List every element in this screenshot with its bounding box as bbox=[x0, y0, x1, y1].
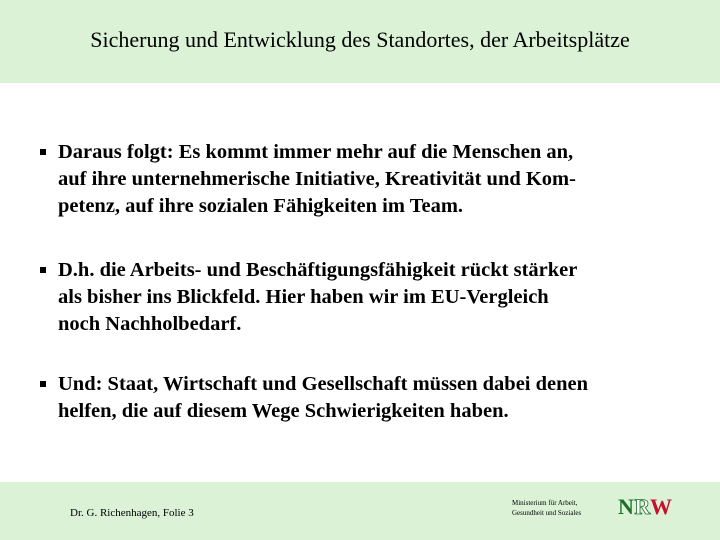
bullet-square-icon bbox=[40, 267, 46, 273]
slide-title: Sicherung und Entwicklung des Standortes, der Arbeitsplätze bbox=[90, 27, 630, 52]
bullet-square-icon bbox=[40, 149, 46, 155]
bullet-item bbox=[40, 257, 690, 338]
bullet-line: auf ihre unternehmerische Initiative, Kreativität und Kom- bbox=[58, 168, 576, 190]
nrw-logo-n: N bbox=[618, 494, 635, 519]
bullet-square-icon bbox=[40, 381, 46, 387]
bullet-line: petenz, auf ihre sozialen Fähigkeiten im Team. bbox=[58, 195, 464, 217]
footer-author: Dr. G. Richenhagen, Folie 3 bbox=[70, 507, 194, 519]
ministry-line: Ministerium für Arbeit, bbox=[512, 499, 578, 507]
bullet-line: Daraus folgt: Es kommt immer mehr auf die Menschen an, bbox=[58, 141, 574, 163]
nrw-logo-r: R bbox=[634, 494, 651, 519]
bullet-line: Und: Staat, Wirtschaft und Gesellschaft müssen dabei denen bbox=[58, 373, 589, 395]
bullet-item bbox=[40, 139, 690, 220]
bullet-item bbox=[40, 371, 690, 425]
bullet-line: helfen, die auf diesem Wege Schwierigkeiten haben. bbox=[58, 400, 509, 422]
nrw-logo bbox=[618, 494, 673, 520]
bullet-line: D.h. die Arbeits- und Beschäftigungsfähigkeit rückt stärker bbox=[58, 259, 578, 281]
bullet-line: als bisher ins Blickfeld. Hier haben wir im EU-Vergleich bbox=[58, 286, 549, 308]
bullet-line: noch Nachholbedarf. bbox=[58, 313, 242, 335]
ministry-name bbox=[512, 498, 612, 518]
nrw-logo-w: W bbox=[650, 494, 673, 519]
ministry-line: Gesundheit und Soziales bbox=[512, 509, 582, 517]
